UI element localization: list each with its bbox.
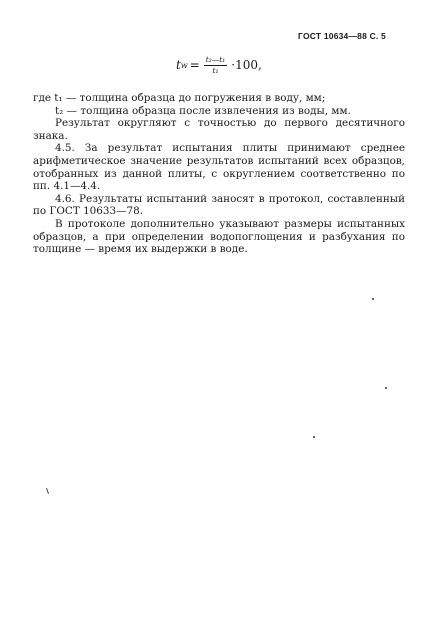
formula-numerator: t₂—t₁: [205, 55, 226, 64]
formula-fraction: [204, 56, 228, 74]
paragraph-4-5: 4.5. За результат испытания плиты принимают среднее арифметическое значение результатов испытаний всех образцов, отобранных из данной плиты, с округлением соответственно по пп. 4.1—4.4.: [33, 142, 405, 193]
paragraph-t2: t₂ — толщина образца после извлечения из воды, мм.: [55, 104, 351, 117]
paragraph-4-6: 4.6. Результаты испытаний заносят в протокол, составленный по ГОСТ 10633—78.: [33, 192, 405, 218]
paragraph-protocol: В протоколе дополнительно указывают размеры испытанных образцов, а при определении водопоглощения и разбухания по толщине — время их выдержки в воде.: [33, 217, 405, 256]
speck-mark: [313, 436, 315, 438]
speck-mark: [385, 387, 387, 389]
speck-mark: [46, 488, 49, 494]
formula-lhs-subscript: w: [180, 60, 188, 70]
formula-denominator: t₁: [212, 65, 219, 75]
formula: [176, 56, 262, 74]
paragraph-rounding: Результат округляют с точностью до первого десятичного знака.: [33, 117, 405, 142]
page-header: ГОСТ 10634—88 С. 5: [298, 31, 386, 41]
formula-tail: ·100,: [231, 58, 262, 72]
paragraph-where: где t₁ — толщина образца до погружения в воду, мм;: [33, 92, 326, 104]
formula-lhs: t: [176, 58, 181, 72]
body-text: [33, 92, 405, 256]
speck-mark: [372, 298, 374, 300]
formula-equals: =: [189, 58, 200, 72]
